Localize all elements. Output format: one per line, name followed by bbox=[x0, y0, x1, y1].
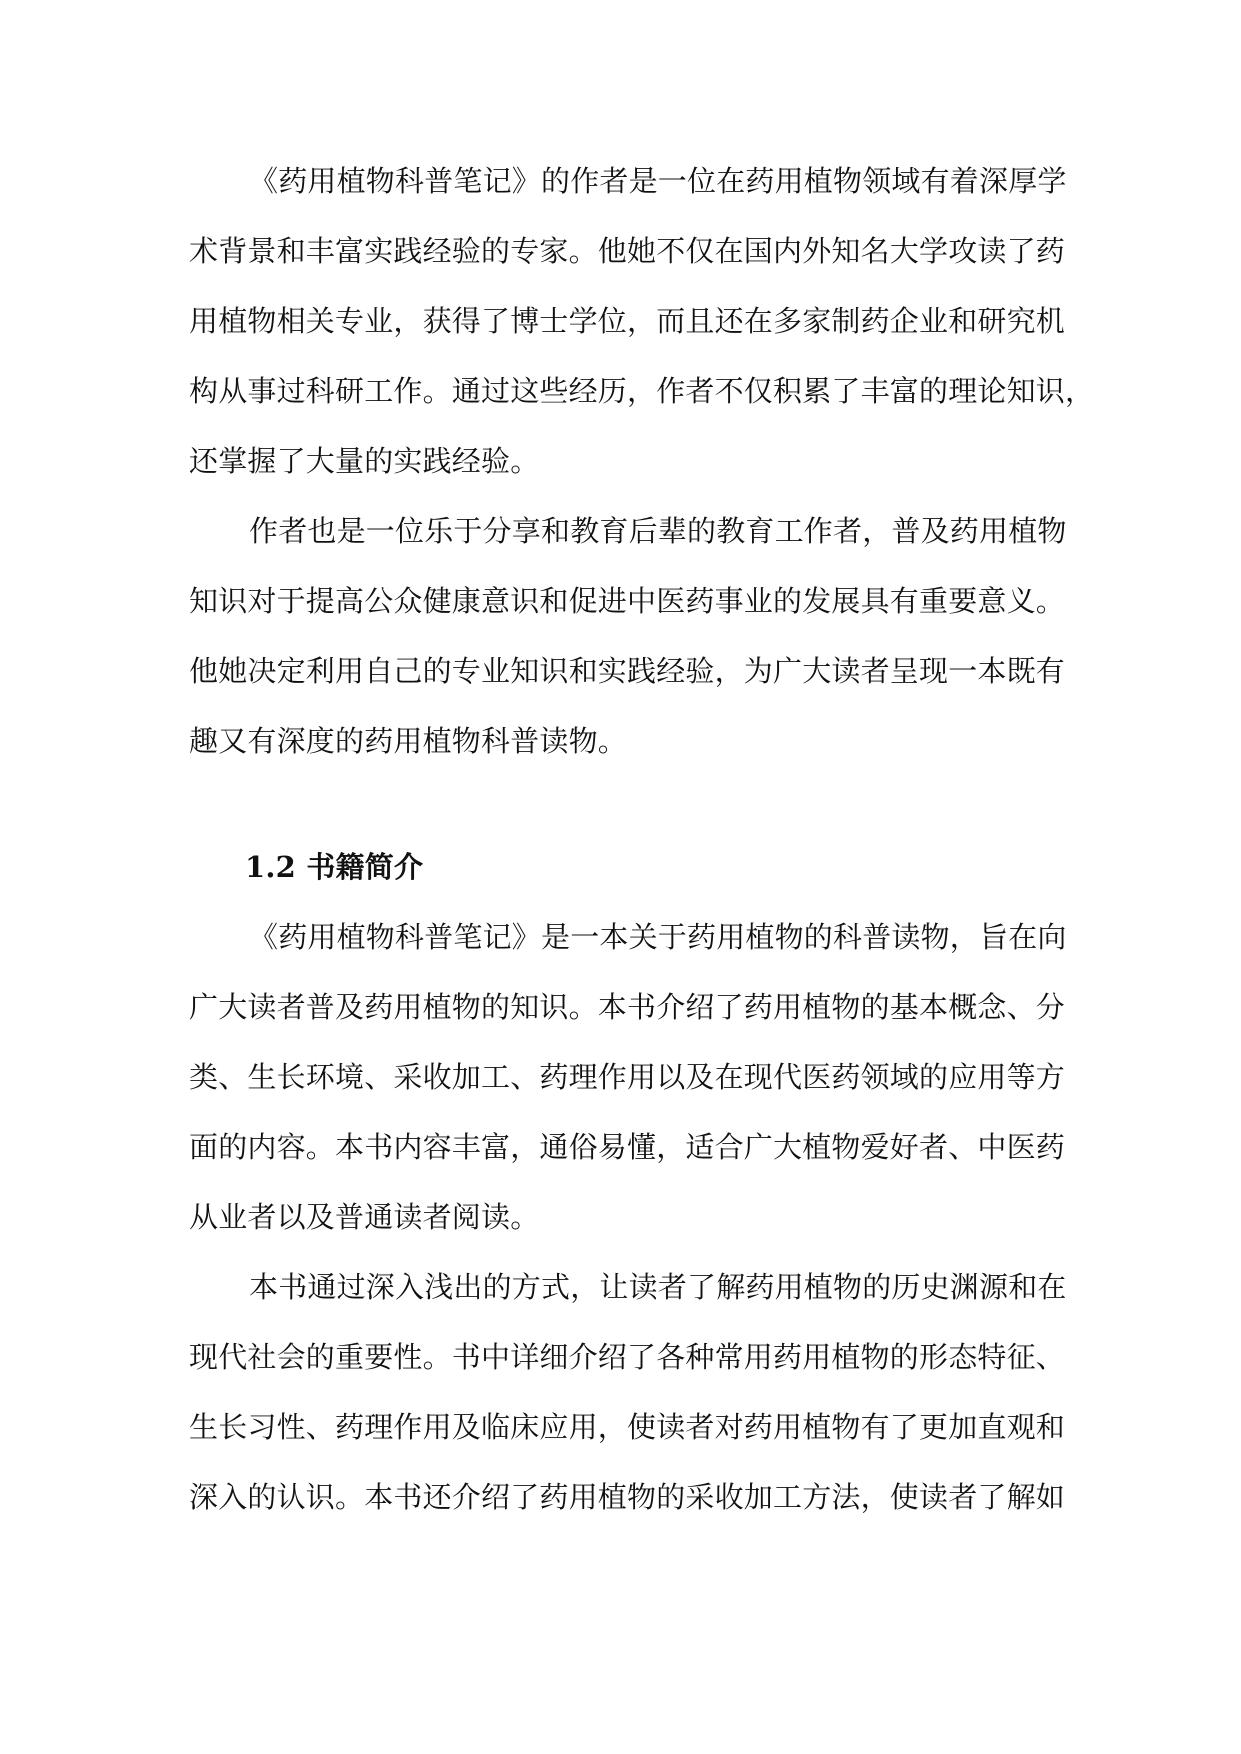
text-line: 现代社会的重要性。书中详细介绍了各种常用药用植物的形态特征、 bbox=[189, 1340, 1066, 1374]
document-body bbox=[189, 146, 1095, 1532]
paragraph-book-intro bbox=[189, 902, 1067, 1252]
paragraph-author-educator bbox=[189, 496, 1067, 776]
text-line: 作者也是一位乐于分享和教育后辈的教育工作者，普及药用植物 bbox=[249, 514, 1067, 548]
paragraph-author-background bbox=[189, 146, 1095, 496]
text-line: 《药用植物科普笔记》是一本关于药用植物的科普读物，旨在向 bbox=[249, 920, 1067, 954]
text-line: 他她决定利用自己的专业知识和实践经验，为广大读者呈现一本既有 bbox=[189, 654, 1066, 688]
text-line: 本书通过深入浅出的方式，让读者了解药用植物的历史渊源和在 bbox=[249, 1270, 1067, 1304]
text-line: 广大读者普及药用植物的知识。本书介绍了药用植物的基本概念、分 bbox=[189, 990, 1066, 1024]
text-line: 用植物相关专业，获得了博士学位，而且还在多家制药企业和研究机 bbox=[189, 304, 1066, 338]
text-line: 面的内容。本书内容丰富，通俗易懂，适合广大植物爱好者、中医药 bbox=[189, 1130, 1066, 1164]
text-line: 深入的认识。本书还介绍了药用植物的采收加工方法，使读者了解如 bbox=[189, 1480, 1066, 1514]
text-line: 趣又有深度的药用植物科普读物。 bbox=[189, 724, 628, 758]
text-line: 知识对于提高公众健康意识和促进中医药事业的发展具有重要意义。 bbox=[189, 584, 1066, 618]
text-line: 构从事过科研工作。通过这些经历，作者不仅积累了丰富的理论知识， bbox=[189, 374, 1095, 408]
text-line: 《药用植物科普笔记》的作者是一位在药用植物领域有着深厚学 bbox=[249, 164, 1067, 198]
text-line: 还掌握了大量的实践经验。 bbox=[189, 444, 540, 478]
text-line: 从业者以及普通读者阅读。 bbox=[189, 1200, 540, 1234]
text-line: 生长习性、药理作用及临床应用，使读者对药用植物有了更加直观和 bbox=[189, 1410, 1066, 1444]
text-line: 类、生长环境、采收加工、药理作用以及在现代医药领域的应用等方 bbox=[189, 1060, 1066, 1094]
text-line: 术背景和丰富实践经验的专家。他她不仅在国内外知名大学攻读了药 bbox=[189, 234, 1066, 268]
paragraph-book-approach bbox=[189, 1252, 1067, 1532]
section-heading: 1.2 书籍简介 bbox=[245, 850, 424, 884]
